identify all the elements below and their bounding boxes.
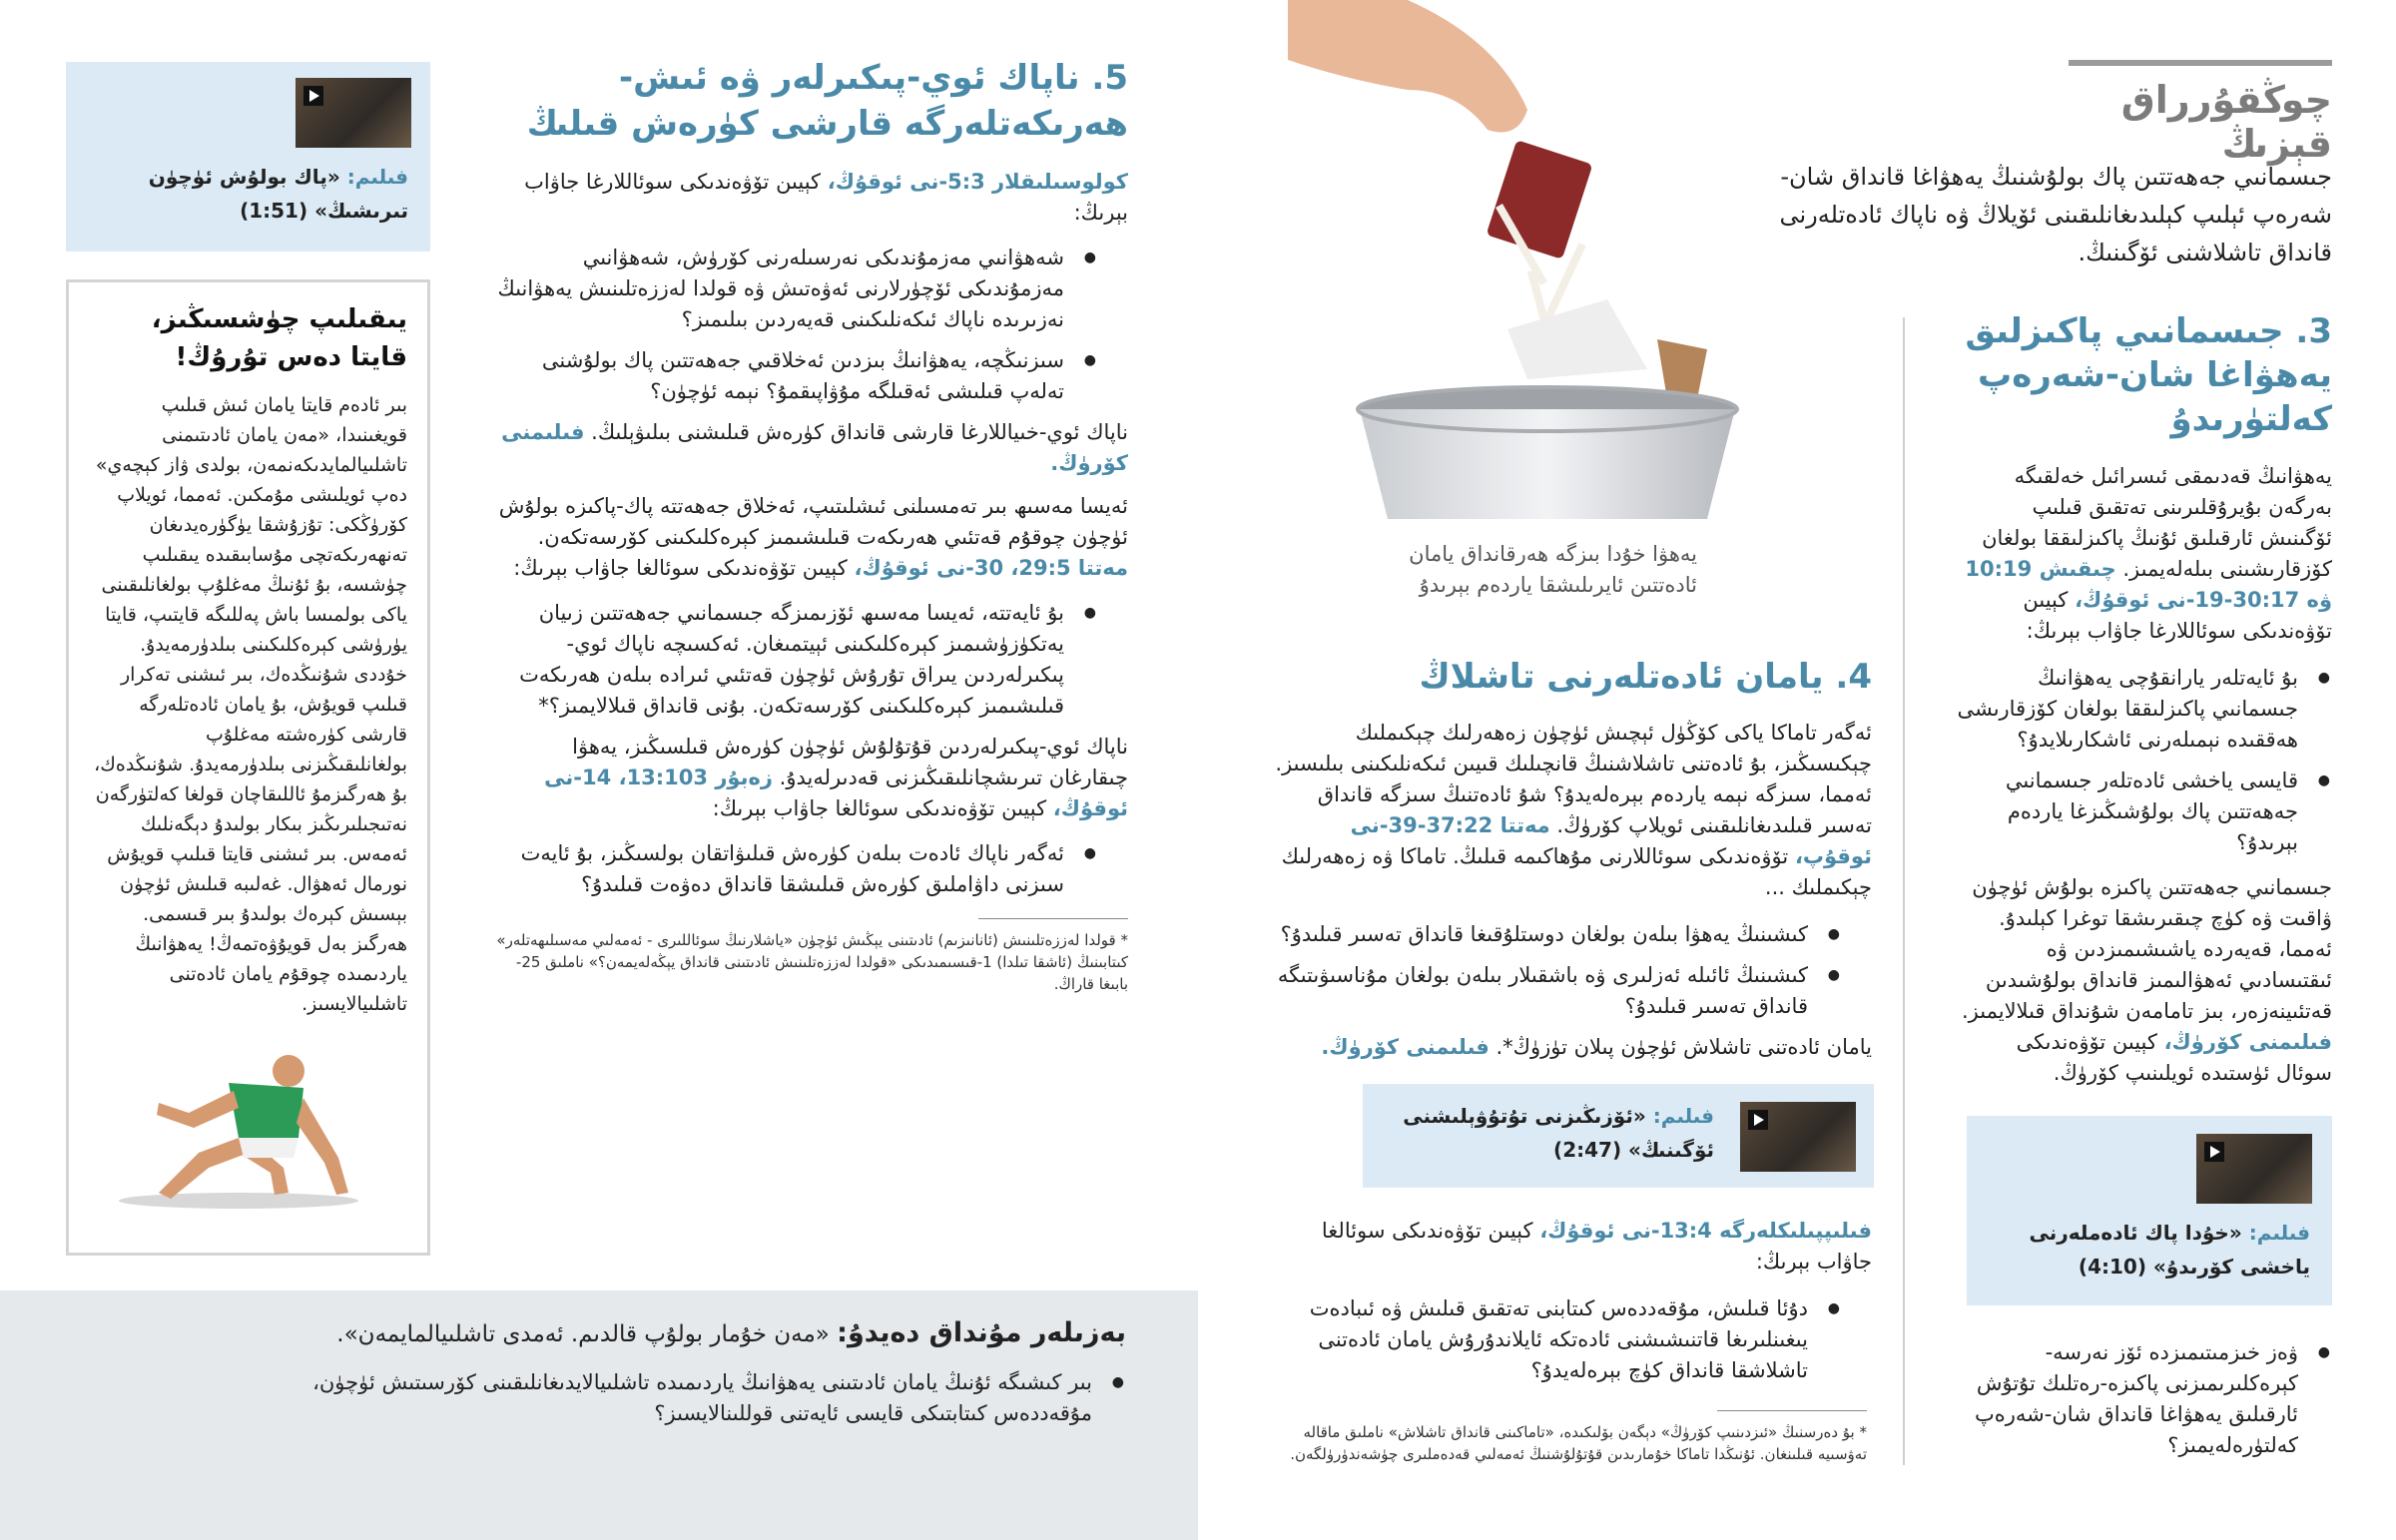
video-box-top[interactable]: [66, 62, 430, 252]
section-5-paragraph-4: [489, 732, 1128, 824]
section-4-footnote: * بۇ دەرسنىڭ «ئىزدىنىپ كۆرۈڭ» دېگەن بۆلىكىدە، «تاماكىنى قانداق تاشلاش» ناملىق ماقالە تەۋسىيە قىلىنغان. ئۇنىڭدا تاماكا خۇمارىدىن قۇتۇلۇشنىڭ ئەمەلىي قەدەملىرى چۈشەندۈرۈلگەن.: [1290, 1423, 1867, 1463]
section-3-final-questions: [1955, 1337, 2332, 1471]
section-3-film-link[interactable]: فىلىمنى كۆرۈڭ،: [2163, 1030, 2332, 1054]
question-item: ● كىشىنىڭ ئائىلە ئەزلىرى ۋە باشقىلار بىلەن بولغان مۇناسىۋىتىگە قانداق تەسىر قىلىدۇ؟: [1268, 960, 1842, 1022]
runner-shirt-icon: [229, 1083, 303, 1138]
page-title: چوڭقۇرراق قېزىڭ: [2120, 78, 2332, 166]
cigarette-pack-icon: [1487, 140, 1593, 259]
section-4-paragraph-3: [1268, 1216, 1872, 1278]
section-5-footnote: * قولدا لەززەتلىنىش (ئانانىزىم) ئادىتىنى يېڭىش ئۈچۈن «ياشلارنىڭ سوئاللىرى - ئەمەلىي مەسىلىھەتلەر» كىتابىنىڭ (ئاشقا تىلدا) 1-قىسىمىدىكى «قولدا لەززەتلىنىش ئادىتىنى قانداق يېڭەلەيمەن؟» ناملىق 25-بابىغا قاراڭ.: [496, 931, 1128, 993]
section-4-p2: يامان ئادەتنى تاشلاش ئۈچۈن پىلان تۈزۈڭ*.: [1496, 1035, 1872, 1059]
section-4-p3: كېيىن تۆۋەندىكى سوئالغا جاۋاب بېرىڭ:: [1321, 1219, 1872, 1274]
section-5-paragraph-3: [489, 491, 1128, 584]
section-3-paragraph-2: [1955, 872, 2332, 1089]
question-item: ● بۇ ئايەتتە، ئەيسا مەسىھ ئۆزىمىزگە جىسمانىي جەھەتتىن زىيان يەتكۈزۈشىمىز كېرەكلىكىنى ئېيتمىغان. ئەكسىچە ناپاك ئوي-پىكىرلەردىن يىراق تۇرۇش ئۈچۈن قەتئىي ئىرادە بىلەن ھەرىكەت قىلىشىمىز كېرەكلىكىنى كۆرسەتكەن. بۇنى قانداق قىلالايمىز؟*: [489, 598, 1098, 722]
section-5-scripture-link-2[interactable]: مەتتا 29:5، 30-نى ئوقۇڭ،: [854, 556, 1128, 580]
section-3-paragraph: [1955, 461, 2332, 647]
question-item: ● بىر كىشىگە ئۇنىڭ يامان ئادىتىنى يەھۋانىڭ ياردىمىدە تاشلىيالايدىغانلىقىنى كۆرسىتىش ئۈچۈن، مۇقەددەس كىتابتىكى قايسى ئايەتنى قوللىنالايسىز؟: [268, 1367, 1126, 1429]
play-icon[interactable]: [2204, 1142, 2224, 1162]
question-item: ● كىشىنىڭ يەھۋا بىلەن بولغان دوستلۇقىغا قانداق تەسىر قىلىدۇ؟: [1268, 919, 1842, 950]
section-3-questions: [1955, 663, 2332, 858]
question-item: ● ئەگەر ناپاك ئادەت بىلەن كۈرەش قىلىۋاتقان بولسىڭىز، بۇ ئايەت سىزنى داۋاملىق كۈرەش قىلىشقا قانداق دەۋەت قىلىدۇ؟: [489, 838, 1098, 900]
runner-illustration: [99, 1043, 388, 1213]
section-5-p4b: كېيىن تۆۋەندىكى سوئالغا جاۋاب بېرىڭ:: [712, 796, 1047, 820]
bottom-questions: [268, 1367, 1126, 1439]
section-4-p1b: تۆۋەندىكى سوئاللارنى مۇھاكىمە قىلىڭ. تاماكا ۋە زەھەرلىك چېكىملىك ...: [1281, 844, 1872, 899]
section-4-title: 4. يامان ئادەتلەرنى تاشلاڭ: [1419, 657, 1872, 697]
video-title-text: «پاك بولۇش ئۈچۈن تىرىشىڭ» (1:51): [148, 165, 408, 223]
video-title[interactable]: [89, 160, 408, 228]
section-5-scripture-link-3[interactable]: زەبۇر 13:103، 14-نى ئوقۇڭ،: [544, 766, 1128, 820]
section-3-title: 3. جىسمانىي پاكىزلىق يەھۋاغا شان-شەرەپ كەلتۈرىدۇ: [1965, 311, 2332, 439]
video-label: فىلىم:: [2248, 1221, 2310, 1245]
section-4-scripture-link[interactable]: مەتتا 37:22-39-نى ئوقۇپ،: [1350, 813, 1872, 868]
section-5-p4a: ناپاك ئوي-پىكىرلەردىن قۇتۇلۇش ئۈچۈن كۈرەش قىلسىڭىز، يەھۋا چىقارغان تىرىشچانلىقىڭىزنى قەدىرلەيدۇ.: [572, 735, 1128, 789]
video-title-text: «خۇدا پاك ئادەملەرنى ياخشى كۆرىدۇ» (4:10): [2029, 1221, 2310, 1279]
question-item: ● شەھۋانىي مەزمۇندىكى نەرسىلەرنى كۆرۈش، شەھۋانىي مەزمۇندىكى ئۆچۈرلارنى ئەۋەتىش ۋە قولدا لەززەتلىنىش يەھۋانىڭ نەزىرىدە ناپاك ئىكەنلىكىنى قەيەردىن بىلىمىز؟: [489, 243, 1098, 335]
section-5-p3b: كېيىن تۆۋەندىكى سوئالغا جاۋاب بېرىڭ:: [513, 556, 848, 580]
bottom-label: بەزىلەر مۇنداق دەيدۇ:: [837, 1317, 1126, 1348]
section-5-questions-2: [489, 598, 1128, 722]
sidebar-title: يىقىلىپ چۈشسىڭىز، قايتا دەس تۇرۇڭ!: [151, 304, 407, 372]
section-4-scripture-link-2[interactable]: فىلىپپىلىكلەرگە 13:4-نى ئوقۇڭ،: [1539, 1219, 1872, 1243]
section-4-paragraph: [1268, 718, 1872, 903]
question-item: ● ۋەز خىزمىتىمىزدە ئۆز نەرسە-كېرەكلىرىمىزنى پاكىزە-رەتلىك تۇتۇش ئارقىلىق يەھۋاغا قانداق شان-شەرەپ كەلتۈرەلەيمىز؟: [1955, 1337, 2332, 1461]
section-5-questions-3: [489, 838, 1128, 900]
question-item: ● بۇ ئايەتلەر يارانقۇچى يەھۋانىڭ جىسمانىي پاكىزلىققا بولغان كۆزقارىشى ھەققىدە نېمىلەرنى ئاشكارىلايدۇ؟: [1955, 663, 2332, 756]
section-4-final-questions: [1268, 1293, 1872, 1386]
section-5-p2a: ناپاك ئوي-خىياللارغا قارشى قانداق كۈرەش قىلىشنى بىلىۋېلىڭ.: [591, 420, 1128, 444]
section-5: [489, 55, 1128, 995]
intro-text: جىسمانىي جەھەتتىن پاك بولۇشنىڭ يەھۋاغا قانداق شان-شەرەپ ئېلىپ كېلىدىغانلىقىنى ئۆيلاڭ ۋە ناپاك ئادەتلەرنى قانداق تاشلاشنى ئۆگىنىڭ.: [1779, 163, 2332, 266]
question-item: ● قايسى ياخشى ئادەتلەر جىسمانىي جەھەتتىن پاك بولۇشىڭىزغا ياردەم بېرىدۇ؟: [1955, 766, 2332, 858]
video-box-section-4[interactable]: [1363, 1084, 1874, 1188]
sidebar-body: بىر ئادەم قايتا يامان ئىش قىلىپ قويغىنىدا، «مەن يامان ئادىتىمنى تاشلىيالمايدىكەنمەن، بولدى ۋاز كېچەي» دەپ ئويلىشى مۇمكىن. ئەمما، ئويلاپ كۆرۈڭكى: تۇزۇشقا يۈگۈرەيدىغان تەنھەرىكەتچى مۇسابىقىدە يىقىلىپ چۈشسە، بۇ ئۇنىڭ مەغلۇپ بولغانلىقىنى ياكى بولمىسا باش پەللىگە قايتىپ، قايتا يۈرۈشى كېرەكلىكىنى بىلدۈرمەيدۇ. خۇددى شۇنىڭدەك، بىر ئىشنى تەكرار قىلىپ قويۇش، بۇ يامان ئادەتلەرگە قارشى كۈرەشتە مەغلۇپ بولغانلىقىڭىزنى بىلدۈرمەيدۇ. شۇنىڭدەك، بۇ ھەرگىزمۇ ئاللىقاچان قولغا كەلتۈرگەن نەتىجىلىرىڭىز بىكار بولىدۇ دېگەنلىك ئەمەس. بىر ئىشنى قايتا قىلىپ قويۇش نورمال ئەھۋال. غەلىبە قىلىش ئۈچۈن بېسىش كېرەك بولىدۇ بىر قىسمى. ھەرگىز بەل قويۇۋەتمەڭ! يەھۋانىڭ ياردىمىدە چوقۇم يامان ئادەتنى تاشلىيالايسىز.: [94, 394, 407, 1015]
section-5-p3: ئەيسا مەسىھ بىر تەمسىلنى ئىشلىتىپ، ئەخلاق جەھەتتە پاك-پاكىزە بولۇش ئۈچۈن چوقۇم قەتئىي ھەرىكەت قىلىشىمىز كېرەكلىكىنى كۆرسەتكەن.: [498, 494, 1128, 549]
play-icon[interactable]: [1748, 1110, 1768, 1130]
illustration-trash-can: [1288, 0, 1787, 529]
illustration-caption: يەھۋا خۇدا بىزگە ھەرقانداق يامان ئادەتتىن ئايرىلىشقا ياردەم بېرىدۇ: [1409, 542, 1697, 597]
section-4-p1a: ئەگەر تاماكا ياكى كۆڭۈل ئېچىش ئۈچۈن زەھەرلىك چېكىملىك چېكىسىڭىز، بۇ ئادەتنى تاشلاشنىڭ قانچىلىك قىيىن ئىكەنلىكىنى بىلىسىز. ئەمما، سىزگە نېمە ياردەم بېرەلەيدۇ؟ شۇ ئادەتنىڭ سىزگە قانداق تەسىر قىلىدىغانلىقىنى ئويلاپ كۆرۈڭ.: [1275, 721, 1872, 837]
section-4-questions: [1268, 919, 1872, 1022]
section-4-paragraph-2: [1268, 1032, 1872, 1063]
footnote-rule: [978, 918, 1128, 919]
section-5-film-link[interactable]: فىلىمنى كۆرۈڭ.: [501, 420, 1128, 475]
section-4: [1268, 654, 1872, 1063]
play-icon[interactable]: [303, 86, 323, 106]
hand-icon: [1288, 0, 1527, 133]
header-rule: [2069, 60, 2332, 66]
section-3: [1955, 309, 2332, 1089]
runner-head-icon: [273, 1055, 304, 1087]
video-thumbnail[interactable]: [2196, 1134, 2312, 1204]
question-item: ● دۇئا قىلىش، مۇقەددەس كىتابنى تەتقىق قىلىش ۋە ئىبادەت يىغىنلىرىغا قاتنىشىشنى ئادەتكە ئايلاندۇرۇش يامان ئادەتنى تاشلاشقا قانداق كۈچ بېرەلەيدۇ؟: [1268, 1293, 1842, 1386]
section-3-p2b: كېيىن تۆۋەندىكى سوئال ئۈستىدە ئويلىنىپ كۆرۈڭ.: [2016, 1030, 2332, 1085]
section-3-p1b: كېيىن تۆۋەندىكى سوئاللارغا جاۋاب بېرىڭ:: [2023, 588, 2332, 643]
video-title[interactable]: [1991, 1216, 2310, 1283]
video-label: فىلىم:: [1652, 1104, 1714, 1128]
section-3-scripture-link[interactable]: چىقىش 10:19 ۋە 30:17-19-نى ئوقۇڭ،: [1965, 557, 2332, 612]
section-5-p1: كېيىن تۆۋەندىكى سوئاللارغا جاۋاب بېرىڭ:: [524, 170, 1128, 225]
section-3-p1a: يەھۋانىڭ قەدىمقى ئىسرائىل خەلقىگە بەرگەن بۇيرۇقلىرىنى تەتقىق قىلىپ ئۆگىنىش ئارقىلىق ئۇنىڭ پاكىزلىققا بولغان كۆزقارىشىنى بىلەلەيمىز.: [1982, 464, 2332, 581]
video-title-text: «ئۆزىڭىزنى تۇتۇۋېلىشنى ئۆگىنىڭ» (2:47): [1403, 1104, 1714, 1162]
bottom-quote-text: «مەن خۇمار بولۇپ قالدىم. ئەمدى تاشلىيالمايمەن».: [336, 1321, 830, 1347]
section-5-scripture-link[interactable]: كولوسىلىقلار 5:3-نى ئوقۇڭ،: [827, 170, 1128, 194]
column-divider: [1903, 317, 1905, 1465]
section-4-part-2: [1268, 1216, 1872, 1396]
bottom-quote: [268, 1315, 1126, 1352]
section-3-p2a: جىسمانىي جەھەتتىن پاكىزە بولۇش ئۈچۈن ۋاقىت ۋە كۈچ چىقىرىشقا توغرا كېلىدۇ. ئەمما، قەيەردە ياشىشىمىزدىن ۋە ئىقتىسادىي ئەھۋالىمىز قانداق بولۇشىدىن قەتئىينەزەر، بىز تامامەن شۇنداق قىلالايمىز.: [1961, 875, 2332, 1023]
section-5-paragraph: [489, 167, 1128, 229]
video-title[interactable]: [1375, 1099, 1714, 1167]
video-thumbnail[interactable]: [1740, 1102, 1856, 1172]
sidebar-box: [66, 279, 430, 1256]
video-thumbnail[interactable]: [296, 78, 411, 148]
footnote-rule: [1717, 1410, 1867, 1411]
video-box-section-3[interactable]: [1967, 1116, 2332, 1305]
section-4-film-link[interactable]: فىلىمنى كۆرۈڭ.: [1321, 1035, 1490, 1059]
section-5-title: 5. ناپاك ئوي-پىكىرلەر ۋە ئىش-ھەرىكەتلەرگە قارشى كۈرەش قىلىڭ: [526, 58, 1128, 144]
video-label: فىلىم:: [346, 165, 408, 189]
question-item: ● سىزنىڭچە، يەھۋانىڭ بىزدىن ئەخلاقىي جەھەتتىن پاك بولۇشنى تەلەپ قىلىشى ئەقىلگە مۇۋاپىقمۇ؟ نېمە ئۈچۈن؟: [489, 345, 1098, 407]
section-5-questions: [489, 243, 1128, 407]
section-5-paragraph-2: [489, 417, 1128, 479]
